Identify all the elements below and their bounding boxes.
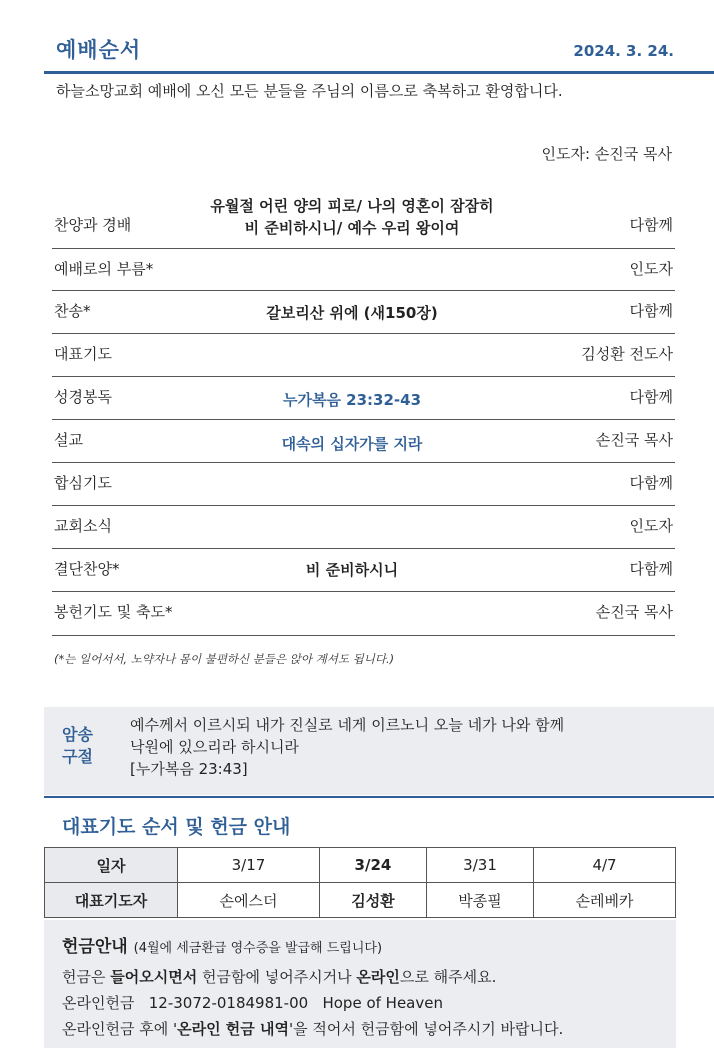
order-row: [52, 190, 675, 249]
offering-text: 헌금함에 넣어주시거나: [197, 968, 357, 986]
date-cell: 3/17: [178, 848, 320, 883]
order-label: 교회소식: [54, 517, 112, 535]
memory-verse-line: 낙원에 있으리라 하시니라: [130, 738, 299, 756]
name-cell: 손에스더: [178, 883, 320, 918]
order-row: [52, 548, 675, 592]
order-person: 다함께: [629, 474, 673, 492]
order-person: 인도자: [629, 517, 673, 535]
offering-subtitle: (4월에 세금환급 영수증을 발급해 드립니다): [133, 941, 383, 956]
order-person: 다함께: [629, 560, 673, 578]
order-label: 합심기도: [54, 474, 112, 492]
date-cell: 3/24: [319, 848, 426, 883]
offering-line: [62, 1018, 563, 1039]
order-title: [182, 195, 522, 239]
order-label: 찬송*: [54, 302, 91, 320]
offering-emphasis: 온라인 헌금 내역: [177, 1020, 289, 1038]
memory-verse-line: 예수께서 이르시되 내가 진실로 네게 이르노니 오늘 네가 나와 함께: [130, 716, 565, 734]
leader-text: 인도자: 손진국 목사: [541, 145, 672, 163]
order-row: [52, 591, 675, 636]
order-label: 대표기도: [54, 345, 112, 363]
offering-title: [62, 932, 382, 957]
order-row: [52, 462, 675, 506]
offering-text: 으로 해주세요.: [399, 968, 497, 986]
prayer-rotation-table: [44, 847, 676, 918]
order-row: [52, 376, 675, 420]
order-label: 예배로의 부름*: [54, 260, 154, 278]
order-title: 갈보리산 위에 (새150장): [266, 304, 438, 322]
memory-verse-tag-line: 암송: [62, 725, 93, 744]
offering-text: 온라인헌금 후에 ': [62, 1020, 178, 1038]
order-person: 다함께: [629, 216, 673, 234]
order-row: [52, 290, 675, 334]
order-person: 손진국 목사: [595, 431, 673, 449]
order-person: 손진국 목사: [595, 603, 673, 621]
memory-verse-text: [130, 714, 700, 780]
order-label: 봉헌기도 및 축도*: [54, 603, 173, 621]
order-title: 비 준비하시니: [305, 561, 399, 579]
sermon-title: 대속의 십자가를 지라: [281, 435, 423, 453]
welcome-text: 하늘소망교회 예배에 오신 모든 분들을 주님의 이름으로 축복하고 환영합니다.: [56, 82, 563, 100]
standing-note: (*는 일어서서, 노약자나 몸이 불편하신 분들은 앉아 계셔도 됩니다.): [54, 652, 395, 666]
section-divider: [44, 796, 714, 798]
order-row: [52, 419, 675, 463]
name-cell: 손레베카: [534, 883, 676, 918]
offering-text: 온라인헌금: [62, 994, 135, 1012]
order-label: 설교: [54, 431, 83, 449]
order-label: 결단찬양*: [54, 560, 120, 578]
date-cell: 3/31: [426, 848, 533, 883]
order-person: 다함께: [629, 388, 673, 406]
offering-title-text: 헌금안내: [62, 937, 128, 957]
memory-verse-tag-line: 구절: [62, 747, 93, 766]
order-row: [52, 248, 675, 291]
name-cell: 김성환: [319, 883, 426, 918]
offering-line: [62, 966, 496, 987]
offering-emphasis: 온라인: [356, 968, 400, 986]
order-row: [52, 505, 675, 549]
order-label: 성경봉독: [54, 388, 112, 406]
page-title: 예배순서: [56, 38, 142, 62]
name-cell: 박종필: [426, 883, 533, 918]
memory-verse-reference: [누가복음 23:43]: [130, 760, 248, 778]
service-date: 2024. 3. 24.: [573, 42, 674, 60]
account-number: 12-3072-0184981-00: [148, 994, 309, 1012]
offering-account-line: [62, 992, 443, 1013]
table-row: [45, 883, 676, 918]
section-title: 대표기도 순서 및 헌금 안내: [62, 816, 291, 838]
header-divider: [44, 71, 714, 74]
order-label: 찬양과 경배: [54, 216, 132, 234]
table-row: [45, 848, 676, 883]
prayer-header: 대표기도자: [45, 883, 178, 918]
order-row: [52, 333, 675, 377]
date-cell: 4/7: [534, 848, 676, 883]
offering-emphasis: 들어오시면서: [110, 968, 198, 986]
order-title-line: 비 준비하시니/ 예수 우리 왕이여: [244, 219, 460, 237]
offering-text: '을 적어서 헌금함에 넣어주시기 바랍니다.: [288, 1020, 564, 1038]
offering-text: 헌금은: [62, 968, 111, 986]
order-person: 인도자: [629, 260, 673, 278]
memory-verse-tag: [62, 724, 93, 768]
order-title-line: 유월절 어린 양의 피로/ 나의 영혼이 잠잠히: [210, 197, 494, 215]
account-holder: Hope of Heaven: [322, 994, 443, 1012]
order-person: 김성환 전도사: [581, 345, 673, 363]
scripture-reading: 누가복음 23:32-43: [282, 391, 422, 409]
date-header: 일자: [45, 848, 178, 883]
order-person: 다함께: [629, 302, 673, 320]
